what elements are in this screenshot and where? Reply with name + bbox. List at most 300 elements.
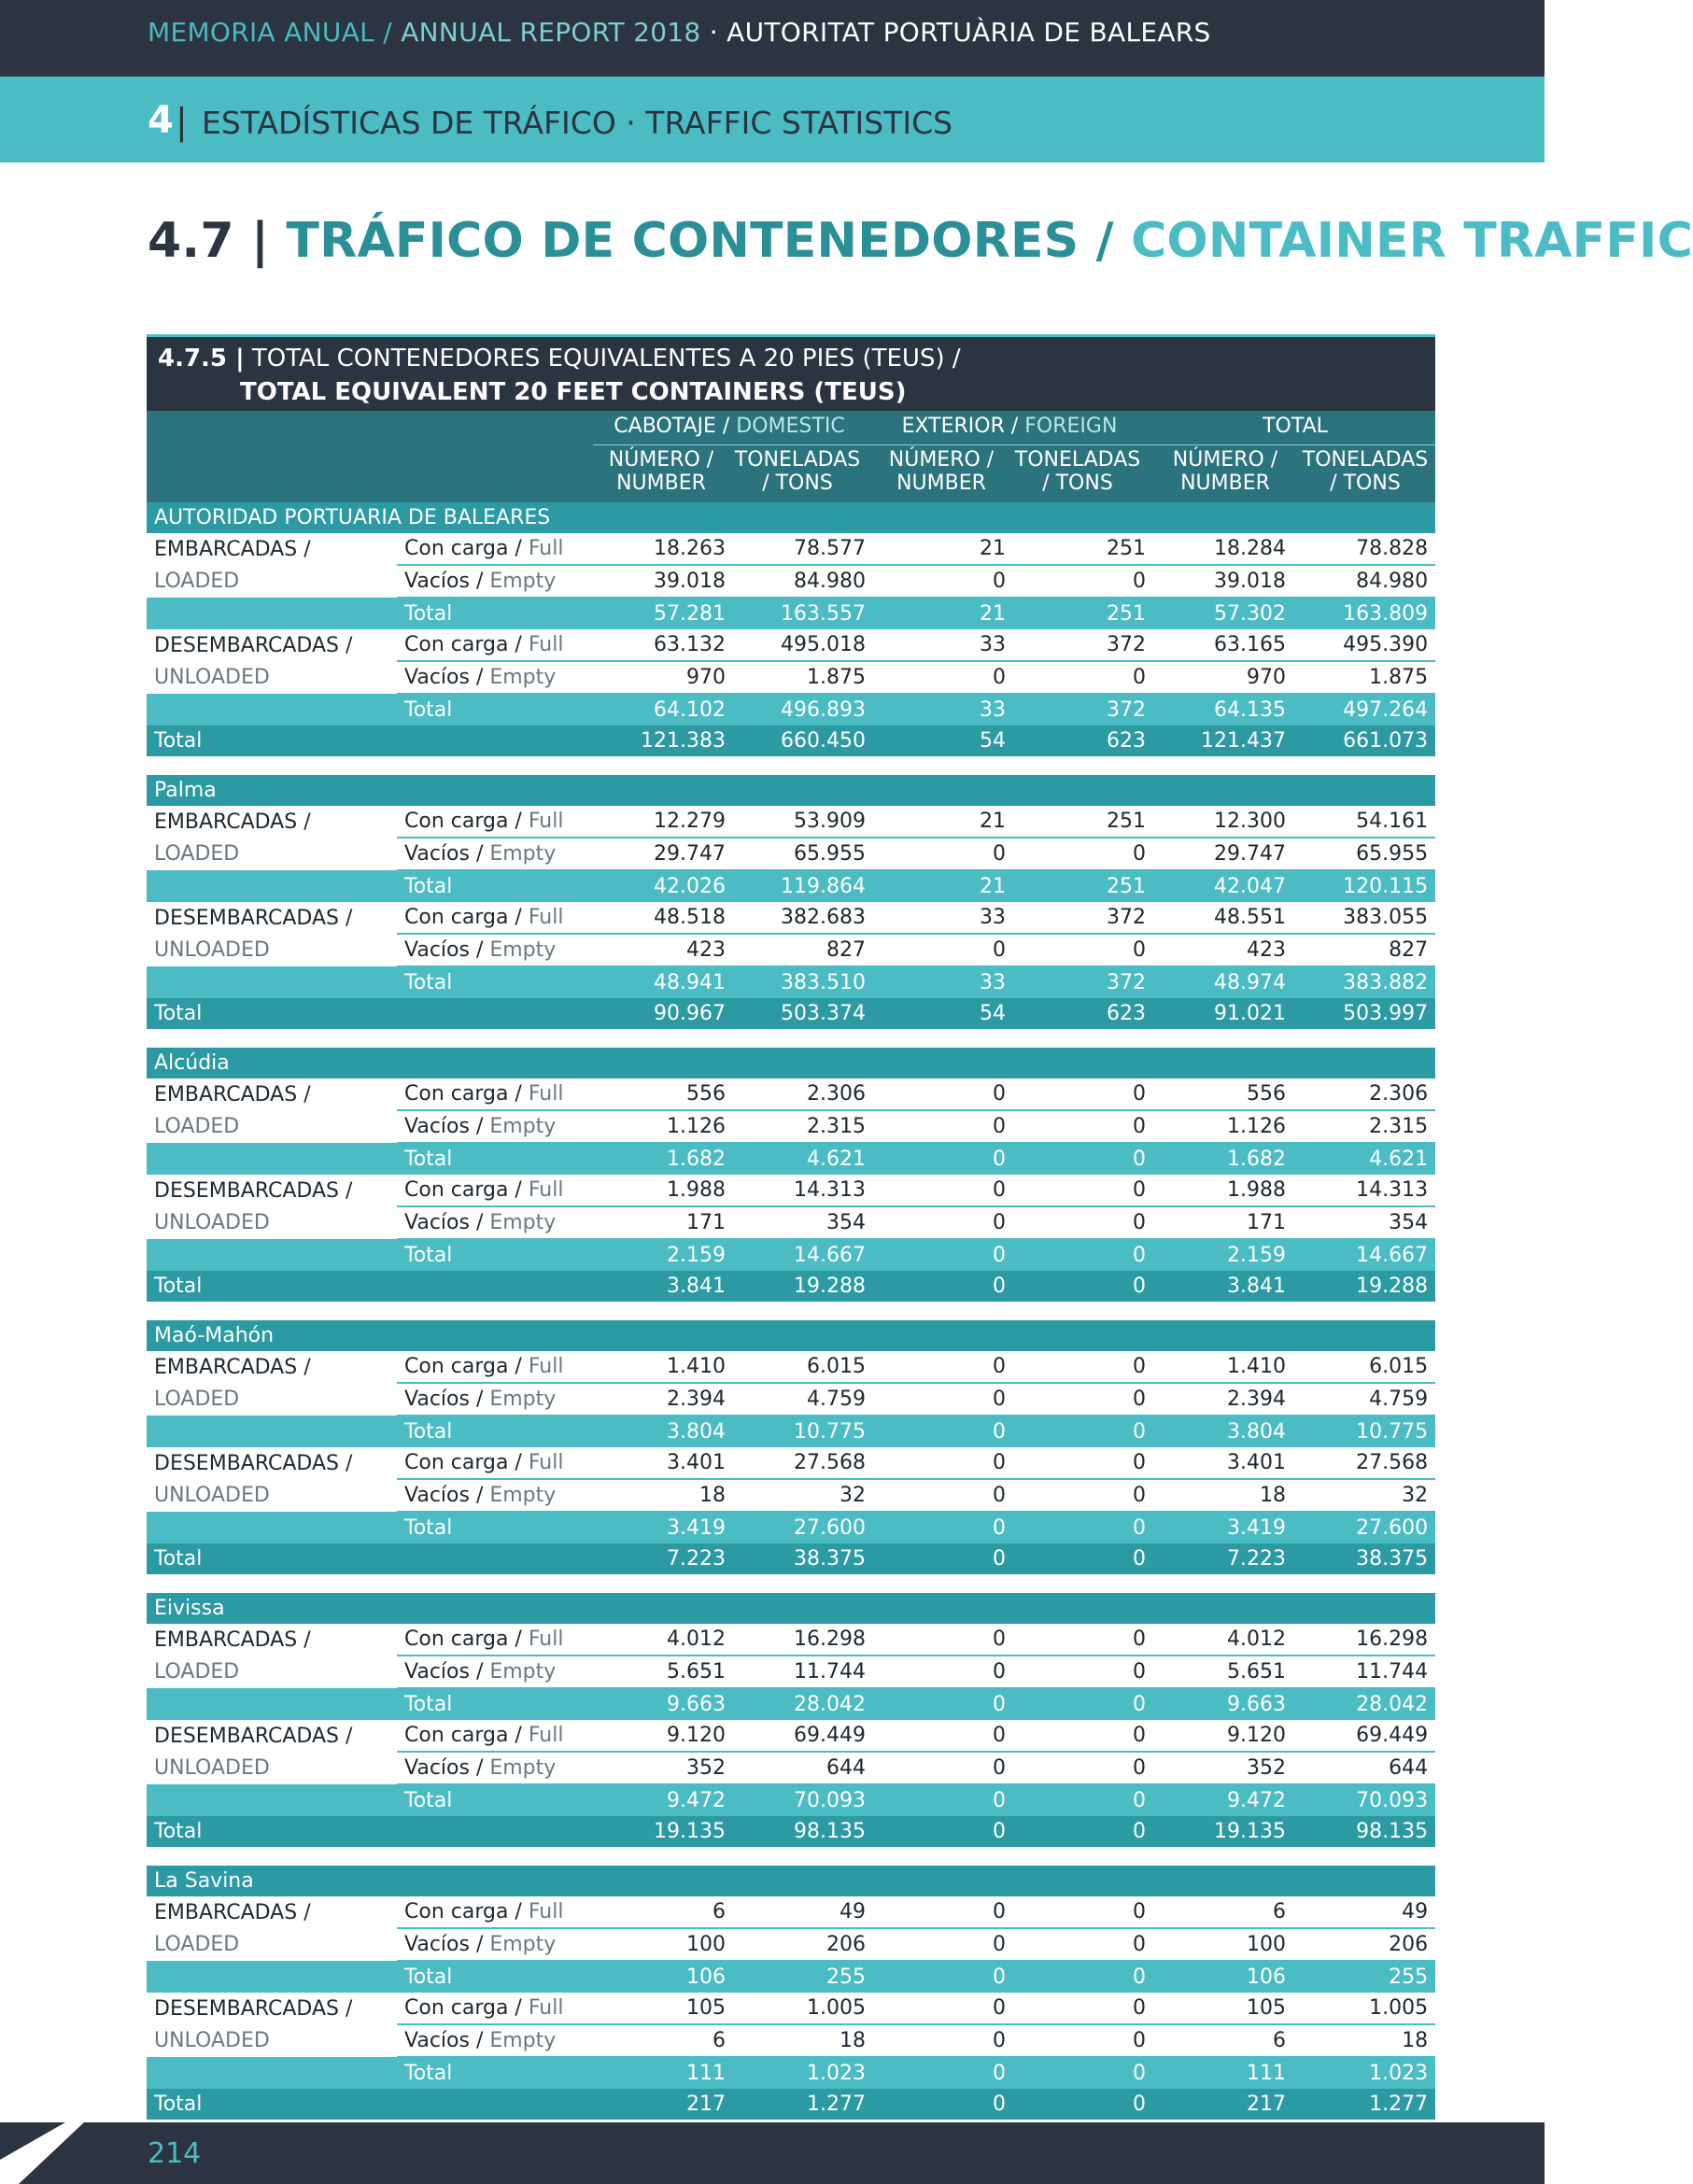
value-cell: 9.120	[593, 1720, 733, 1752]
value-cell: 423	[1153, 934, 1293, 966]
empty-label-es: Vacíos /	[404, 1388, 484, 1411]
value-cell: 120.115	[1293, 870, 1435, 902]
direction-en: LOADED	[154, 1660, 240, 1684]
value-cell: 661.073	[1293, 726, 1435, 756]
value-cell: 1.005	[1293, 1993, 1435, 2024]
value-cell: 7.223	[1153, 1543, 1293, 1574]
empty-label-en: Empty	[483, 2029, 557, 2052]
value-cell: 6	[1153, 1896, 1293, 1928]
value-cell: 32	[1293, 1479, 1435, 1512]
value-cell: 0	[1013, 1688, 1153, 1720]
value-cell: 556	[593, 1078, 733, 1110]
empty-label-en: Empty	[483, 938, 557, 962]
full-label-en: Full	[521, 810, 564, 833]
group-header-domestic	[593, 415, 866, 438]
value-cell: 0	[873, 1383, 1013, 1416]
value-cell: 18	[1293, 2024, 1435, 2057]
value-cell: 251	[1013, 533, 1153, 565]
blank-cell	[147, 1239, 397, 1271]
value-cell: 48.518	[593, 902, 733, 934]
value-cell: 33	[873, 966, 1013, 998]
value-cell: 0	[1013, 1928, 1153, 1961]
table-row	[147, 1351, 1435, 1383]
subtotal-label: Total	[397, 1784, 593, 1816]
full-label-es: Con carga /	[404, 810, 522, 833]
value-cell: 6	[593, 2024, 733, 2057]
value-cell: 1.126	[1153, 1110, 1293, 1143]
subtotal-label: Total	[397, 966, 593, 998]
port-header-row	[147, 1593, 1435, 1624]
value-cell: 28.042	[1293, 1688, 1435, 1720]
port-header-row	[147, 502, 1435, 533]
port-name: Alcúdia	[147, 1048, 1435, 1078]
direction-label-es: DESEMBARCADAS /	[154, 1996, 353, 2021]
value-cell: 0	[873, 1688, 1013, 1720]
full-label-es: Con carga /	[404, 1178, 522, 1202]
value-cell: 0	[1013, 1078, 1153, 1110]
full-label-es: Con carga /	[404, 906, 522, 929]
value-cell: 105	[1153, 1993, 1293, 2024]
empty-label-es: Vacíos /	[404, 1660, 484, 1684]
value-cell: 11.744	[1293, 1656, 1435, 1688]
value-cell: 644	[1293, 1752, 1435, 1784]
value-cell: 54	[873, 726, 1013, 756]
port-total-row	[147, 726, 1435, 756]
subtotal-label: Total	[397, 1512, 593, 1543]
blank-cell	[147, 1512, 397, 1543]
section-title-es: TRÁFICO DE CONTENEDORES /	[286, 213, 1114, 269]
value-cell: 0	[1013, 1416, 1153, 1447]
value-cell: 2.159	[1153, 1239, 1293, 1271]
value-cell: 382.683	[733, 902, 873, 934]
value-cell: 18.284	[1153, 533, 1293, 565]
value-cell: 3.401	[593, 1447, 733, 1479]
value-cell: 0	[873, 1110, 1013, 1143]
value-cell: 0	[873, 1271, 1013, 1302]
value-cell: 69.449	[733, 1720, 873, 1752]
value-cell: 18.263	[593, 533, 733, 565]
value-cell: 503.374	[733, 998, 873, 1029]
value-cell: 27.600	[1293, 1512, 1435, 1543]
report-header-bar	[0, 0, 1545, 77]
value-cell: 0	[1013, 1110, 1153, 1143]
value-cell: 0	[873, 1816, 1013, 1847]
value-cell: 0	[873, 1656, 1013, 1688]
cargo-type-empty	[397, 1206, 593, 1239]
col-total-number	[1155, 448, 1295, 495]
table-row	[147, 1479, 1435, 1512]
value-cell: 1.126	[593, 1110, 733, 1143]
subtotal-row	[147, 694, 1435, 726]
subtotal-row	[147, 2057, 1435, 2089]
table-row	[147, 661, 1435, 694]
value-cell: 4.621	[1293, 1143, 1435, 1175]
table-row	[147, 533, 1435, 565]
value-cell: 827	[733, 934, 873, 966]
subtotal-label: Total	[397, 1416, 593, 1447]
direction-en: UNLOADED	[154, 2029, 270, 2052]
value-cell: 16.298	[1293, 1624, 1435, 1656]
value-cell: 6.015	[733, 1351, 873, 1383]
value-cell: 0	[873, 1993, 1013, 2024]
value-cell: 3.401	[1153, 1447, 1293, 1479]
value-cell: 0	[873, 1961, 1013, 1993]
cargo-type-full	[397, 902, 593, 934]
direction-en: UNLOADED	[154, 666, 270, 689]
value-cell: 0	[873, 1543, 1013, 1574]
full-label-en: Full	[521, 1627, 564, 1651]
empty-label-en: Empty	[483, 1484, 557, 1507]
table-row	[147, 1720, 1435, 1752]
cargo-type-full	[397, 629, 593, 661]
value-cell: 65.955	[733, 838, 873, 870]
full-label-es: Con carga /	[404, 1082, 522, 1106]
port-header-row	[147, 1320, 1435, 1351]
col-label: NUMBER	[896, 472, 986, 495]
direction-en: LOADED	[154, 1388, 240, 1411]
value-cell: 0	[1013, 1752, 1153, 1784]
table-row	[147, 1383, 1435, 1416]
value-cell: 0	[873, 1720, 1013, 1752]
subtotal-row	[147, 966, 1435, 998]
value-cell: 3.419	[593, 1512, 733, 1543]
cargo-type-empty	[397, 1928, 593, 1961]
value-cell: 496.893	[733, 694, 873, 726]
value-cell: 1.875	[1293, 661, 1435, 694]
value-cell: 1.682	[593, 1143, 733, 1175]
value-cell: 3.804	[1153, 1416, 1293, 1447]
header-memoria: MEMORIA ANUAL /	[148, 17, 402, 48]
blank-cell	[147, 1961, 397, 1993]
value-cell: 0	[1013, 1447, 1153, 1479]
value-cell: 217	[593, 2089, 733, 2120]
value-cell: 623	[1013, 726, 1153, 756]
value-cell: 495.390	[1293, 629, 1435, 661]
direction-label-en	[147, 1479, 397, 1512]
value-cell: 0	[1013, 661, 1153, 694]
subtotal-row	[147, 1688, 1435, 1720]
subtotal-label: Total	[397, 1961, 593, 1993]
value-cell: 10.775	[1293, 1416, 1435, 1447]
value-cell: 29.747	[1153, 838, 1293, 870]
empty-label-en: Empty	[483, 1211, 557, 1234]
direction-label-es: EMBARCADAS /	[154, 1900, 311, 1924]
value-cell: 91.021	[1153, 998, 1293, 1029]
table-row	[147, 838, 1435, 870]
section-title-en: CONTAINER TRAFFIC	[1131, 213, 1693, 269]
cargo-type-full	[397, 1624, 593, 1656]
value-cell: 18	[593, 1479, 733, 1512]
value-cell: 0	[1013, 1351, 1153, 1383]
value-cell: 106	[1153, 1961, 1293, 1993]
col-label: NUMBER	[616, 472, 706, 495]
value-cell: 14.313	[733, 1175, 873, 1206]
blank-cell	[147, 966, 397, 998]
column-header	[147, 411, 1435, 502]
value-cell: 4.012	[1153, 1624, 1293, 1656]
value-cell: 0	[873, 1175, 1013, 1206]
table-row	[147, 1993, 1435, 2024]
value-cell: 0	[1013, 1543, 1153, 1574]
blank-cell	[147, 1784, 397, 1816]
value-cell: 0	[1013, 1175, 1153, 1206]
group-header-total: TOTAL	[1263, 415, 1328, 438]
col-label: / TONS	[1330, 472, 1401, 495]
empty-label-en: Empty	[483, 842, 557, 866]
value-cell: 1.023	[1293, 2057, 1435, 2089]
value-cell: 0	[873, 2024, 1013, 2057]
spacer-cell	[147, 1302, 1435, 1320]
value-cell: 11.744	[733, 1656, 873, 1688]
direction-en: UNLOADED	[154, 1484, 270, 1507]
value-cell: 84.980	[1293, 565, 1435, 598]
value-cell: 14.313	[1293, 1175, 1435, 1206]
direction-label-es: EMBARCADAS /	[154, 1627, 311, 1652]
value-cell: 206	[1293, 1928, 1435, 1961]
cargo-type-empty	[397, 1656, 593, 1688]
empty-label-es: Vacíos /	[404, 938, 484, 962]
value-cell: 352	[593, 1752, 733, 1784]
port-header-row	[147, 1866, 1435, 1896]
value-cell: 0	[873, 565, 1013, 598]
col-label: TONELADAS	[1014, 448, 1141, 472]
value-cell: 18	[1153, 1479, 1293, 1512]
subtotal-row	[147, 598, 1435, 629]
full-label-es: Con carga /	[404, 1724, 522, 1747]
value-cell: 0	[1013, 1896, 1153, 1928]
value-cell: 171	[593, 1206, 733, 1239]
value-cell: 0	[873, 661, 1013, 694]
value-cell: 54	[873, 998, 1013, 1029]
value-cell: 14.667	[733, 1239, 873, 1271]
blank-cell	[147, 870, 397, 902]
value-cell: 1.023	[733, 2057, 873, 2089]
value-cell: 0	[873, 1351, 1013, 1383]
table-row	[147, 806, 1435, 838]
full-label-en: Full	[521, 1355, 564, 1378]
full-label-en: Full	[521, 1082, 564, 1106]
value-cell: 497.264	[1293, 694, 1435, 726]
direction-label-en	[147, 934, 397, 966]
value-cell: 19.288	[1293, 1271, 1435, 1302]
table-title-bar	[147, 334, 1435, 411]
chapter-separator: |	[176, 101, 188, 142]
full-label-en: Full	[521, 1451, 564, 1474]
value-cell: 39.018	[1153, 565, 1293, 598]
value-cell: 42.026	[593, 870, 733, 902]
full-label-en: Full	[521, 1724, 564, 1747]
value-cell: 2.306	[733, 1078, 873, 1110]
table-row	[147, 902, 1435, 934]
direction-label-en	[147, 2024, 397, 2057]
full-label-es: Con carga /	[404, 1900, 522, 1923]
full-label-es: Con carga /	[404, 537, 522, 560]
group-domestic-es: CABOTAJE /	[614, 415, 737, 438]
value-cell: 0	[873, 1239, 1013, 1271]
spacer-cell	[147, 1029, 1435, 1048]
value-cell: 0	[1013, 1720, 1153, 1752]
full-label-en: Full	[521, 1900, 564, 1923]
table-row	[147, 1624, 1435, 1656]
value-cell: 1.277	[733, 2089, 873, 2120]
port-total-label: Total	[147, 1271, 593, 1302]
cargo-type-full	[397, 806, 593, 838]
value-cell: 0	[873, 934, 1013, 966]
value-cell: 0	[1013, 1656, 1153, 1688]
direction-label-es: EMBARCADAS /	[154, 810, 311, 834]
group-header-foreign	[873, 415, 1146, 438]
table-row	[147, 1206, 1435, 1239]
value-cell: 21	[873, 598, 1013, 629]
value-cell: 63.132	[593, 629, 733, 661]
value-cell: 251	[1013, 806, 1153, 838]
full-label-es: Con carga /	[404, 1451, 522, 1474]
spacer-cell	[147, 1847, 1435, 1866]
port-total-row	[147, 998, 1435, 1029]
table-row	[147, 1175, 1435, 1206]
cargo-type-empty	[397, 1383, 593, 1416]
full-label-en: Full	[521, 633, 564, 656]
cargo-type-empty	[397, 2024, 593, 2057]
subtotal-row	[147, 1416, 1435, 1447]
spacer-row	[147, 1029, 1435, 1048]
value-cell: 19.288	[733, 1271, 873, 1302]
value-cell: 54.161	[1293, 806, 1435, 838]
value-cell: 163.557	[733, 598, 873, 629]
port-total-row	[147, 1271, 1435, 1302]
direction-en: UNLOADED	[154, 1756, 270, 1780]
value-cell: 1.410	[1153, 1351, 1293, 1383]
value-cell: 12.279	[593, 806, 733, 838]
value-cell: 0	[873, 2089, 1013, 2120]
value-cell: 0	[1013, 1784, 1153, 1816]
value-cell: 70.093	[733, 1784, 873, 1816]
value-cell: 32	[733, 1479, 873, 1512]
spacer-row	[147, 1847, 1435, 1866]
empty-label-es: Vacíos /	[404, 1756, 484, 1780]
cargo-type-empty	[397, 934, 593, 966]
value-cell: 6	[1153, 2024, 1293, 2057]
spacer-row	[147, 1302, 1435, 1320]
direction-label-es: EMBARCADAS /	[154, 1082, 311, 1106]
value-cell: 100	[1153, 1928, 1293, 1961]
value-cell: 251	[1013, 598, 1153, 629]
empty-label-en: Empty	[483, 1756, 557, 1780]
table-row	[147, 1928, 1435, 1961]
value-cell: 1.277	[1293, 2089, 1435, 2120]
full-label-en: Full	[521, 1178, 564, 1202]
section-number: 4.7 |	[148, 213, 270, 269]
value-cell: 3.841	[1153, 1271, 1293, 1302]
value-cell: 0	[873, 1928, 1013, 1961]
port-name: Maó-Mahón	[147, 1320, 1435, 1351]
full-label-en: Full	[521, 537, 564, 560]
value-cell: 65.955	[1293, 838, 1435, 870]
value-cell: 2.306	[1293, 1078, 1435, 1110]
value-cell: 0	[1013, 1624, 1153, 1656]
value-cell: 111	[593, 2057, 733, 2089]
cargo-type-full	[397, 533, 593, 565]
value-cell: 1.682	[1153, 1143, 1293, 1175]
value-cell: 5.651	[593, 1656, 733, 1688]
table-row	[147, 1447, 1435, 1479]
col-label: TONELADAS	[734, 448, 861, 472]
direction-en: UNLOADED	[154, 1211, 270, 1234]
table-row	[147, 1752, 1435, 1784]
value-cell: 372	[1013, 694, 1153, 726]
value-cell: 0	[1013, 1271, 1153, 1302]
value-cell: 27.568	[733, 1447, 873, 1479]
value-cell: 556	[1153, 1078, 1293, 1110]
value-cell: 0	[873, 1447, 1013, 1479]
value-cell: 217	[1153, 2089, 1293, 2120]
direction-label-es: DESEMBARCADAS /	[154, 1451, 353, 1475]
value-cell: 503.997	[1293, 998, 1435, 1029]
direction-label-en	[147, 1110, 397, 1143]
subtotal-row	[147, 1512, 1435, 1543]
subtotal-label: Total	[397, 870, 593, 902]
value-cell: 98.135	[733, 1816, 873, 1847]
value-cell: 352	[1153, 1752, 1293, 1784]
blank-cell	[147, 694, 397, 726]
value-cell: 64.135	[1153, 694, 1293, 726]
value-cell: 42.047	[1153, 870, 1293, 902]
header-annual-report: ANNUAL REPORT 2018	[401, 17, 701, 48]
footer-slash-decoration	[0, 2122, 93, 2184]
port-name: Palma	[147, 775, 1435, 806]
direction-label-es: DESEMBARCADAS /	[154, 1178, 353, 1203]
value-cell: 33	[873, 629, 1013, 661]
value-cell: 39.018	[593, 565, 733, 598]
value-cell: 4.621	[733, 1143, 873, 1175]
col-label: NUMBER	[1180, 472, 1270, 495]
cargo-type-full	[397, 1896, 593, 1928]
value-cell: 0	[873, 1752, 1013, 1784]
value-cell: 0	[1013, 565, 1153, 598]
value-cell: 0	[873, 1784, 1013, 1816]
direction-label-en	[147, 1206, 397, 1239]
full-label-en: Full	[521, 906, 564, 929]
value-cell: 9.472	[593, 1784, 733, 1816]
subtotal-label: Total	[397, 598, 593, 629]
value-cell: 19.135	[1153, 1816, 1293, 1847]
col-total-tons	[1295, 448, 1435, 495]
value-cell: 28.042	[733, 1688, 873, 1720]
port-total-row	[147, 1816, 1435, 1847]
container-traffic-table	[147, 502, 1435, 2120]
empty-label-es: Vacíos /	[404, 570, 484, 593]
value-cell: 111	[1153, 2057, 1293, 2089]
direction-label-en	[147, 661, 397, 694]
value-cell: 0	[873, 1416, 1013, 1447]
value-cell: 0	[1013, 934, 1153, 966]
direction-en: LOADED	[154, 842, 240, 866]
value-cell: 48.551	[1153, 902, 1293, 934]
value-cell: 10.775	[733, 1416, 873, 1447]
chapter-title-en: TRAFFIC STATISTICS	[645, 105, 953, 141]
value-cell: 38.375	[1293, 1543, 1435, 1574]
direction-en: LOADED	[154, 1115, 240, 1138]
empty-label-es: Vacíos /	[404, 1211, 484, 1234]
value-cell: 106	[593, 1961, 733, 1993]
cargo-type-full	[397, 1447, 593, 1479]
empty-label-en: Empty	[483, 1933, 557, 1956]
empty-label-es: Vacíos /	[404, 1115, 484, 1138]
value-cell: 48.941	[593, 966, 733, 998]
empty-label-es: Vacíos /	[404, 2029, 484, 2052]
value-cell: 423	[593, 934, 733, 966]
value-cell: 0	[873, 1896, 1013, 1928]
